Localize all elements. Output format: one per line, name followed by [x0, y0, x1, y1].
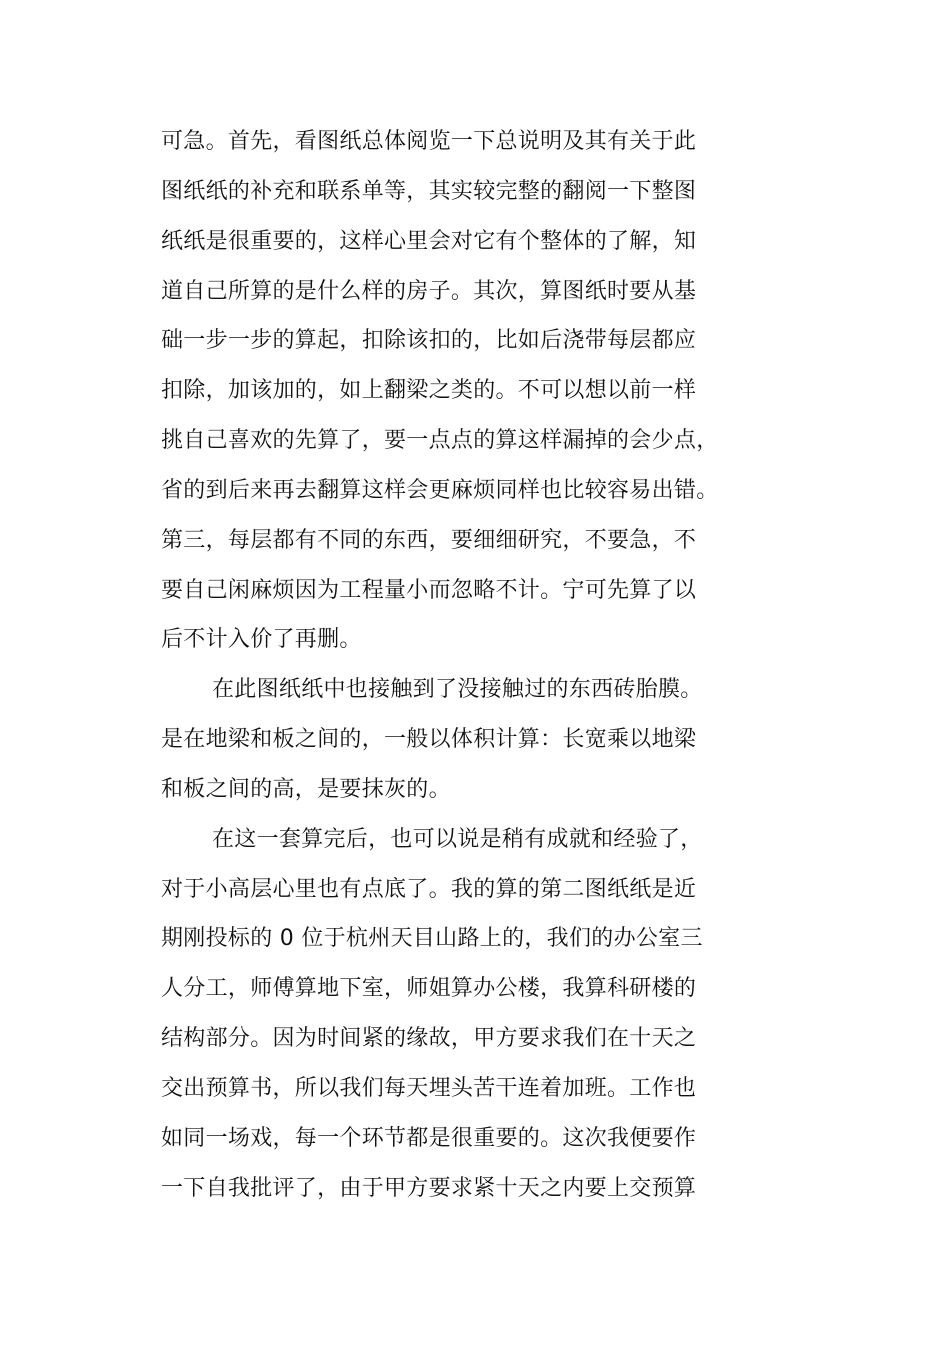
text-line: 一下自我批评了，由于甲方要求紧十天之内要上交预算	[161, 1176, 697, 1201]
text-line: 省的到后来再去翻算这样会更麻烦同样也比较容易出错。	[161, 478, 719, 503]
text-line: 期刚投标的 0 位于杭州天目山路上的，我们的办公室三	[161, 926, 703, 951]
text-line: 和板之间的高，是要抹灰的。	[161, 777, 451, 802]
text-line: 后不计入价了再删。	[161, 627, 362, 652]
text-line: 要自己闲麻烦因为工程量小而忽略不计。宁可先算了以	[161, 578, 697, 603]
text-line: 扣除，加该加的，如上翻梁之类的。不可以想以前一样	[161, 378, 697, 403]
text-line: 可急。首先，看图纸总体阅览一下总说明及其有关于此	[161, 129, 697, 154]
text-line: 是在地梁和板之间的，一般以体积计算：长宽乘以地梁	[161, 727, 697, 752]
text-line: 第三，每层都有不同的东西，要细细研究，不要急，不	[161, 528, 697, 553]
text-line: 人分工，师傅算地下室，师姐算办公楼，我算科研楼的	[161, 976, 697, 1001]
text-line: 对于小高层心里也有点底了。我的算的第二图纸纸是近	[161, 877, 697, 902]
text-line: 如同一场戏，每一个环节都是很重要的。这次我便要作	[161, 1126, 697, 1151]
text-line: 在这一套算完后，也可以说是稍有成就和经验了，	[212, 827, 703, 852]
text-line: 纸纸是很重要的，这样心里会对它有个整体的了解，知	[161, 229, 697, 254]
text-line: 础一步一步的算起，扣除该扣的，比如后浇带每层都应	[161, 328, 697, 353]
text-line: 结构部分。因为时间紧的缘故，甲方要求我们在十天之	[161, 1026, 697, 1051]
text-line: 交出预算书，所以我们每天埋头苦干连着加班。工作也	[161, 1076, 697, 1101]
text-line: 图纸纸的补充和联系单等，其实较完整的翻阅一下整图	[161, 179, 697, 204]
text-line: 挑自己喜欢的先算了，要一点点的算这样漏掉的会少点，	[161, 428, 719, 453]
text-line: 在此图纸纸中也接触到了没接触过的东西砖胎膜。	[212, 677, 703, 702]
text-line: 道自己所算的是什么样的房子。其次，算图纸时要从基	[161, 279, 697, 304]
